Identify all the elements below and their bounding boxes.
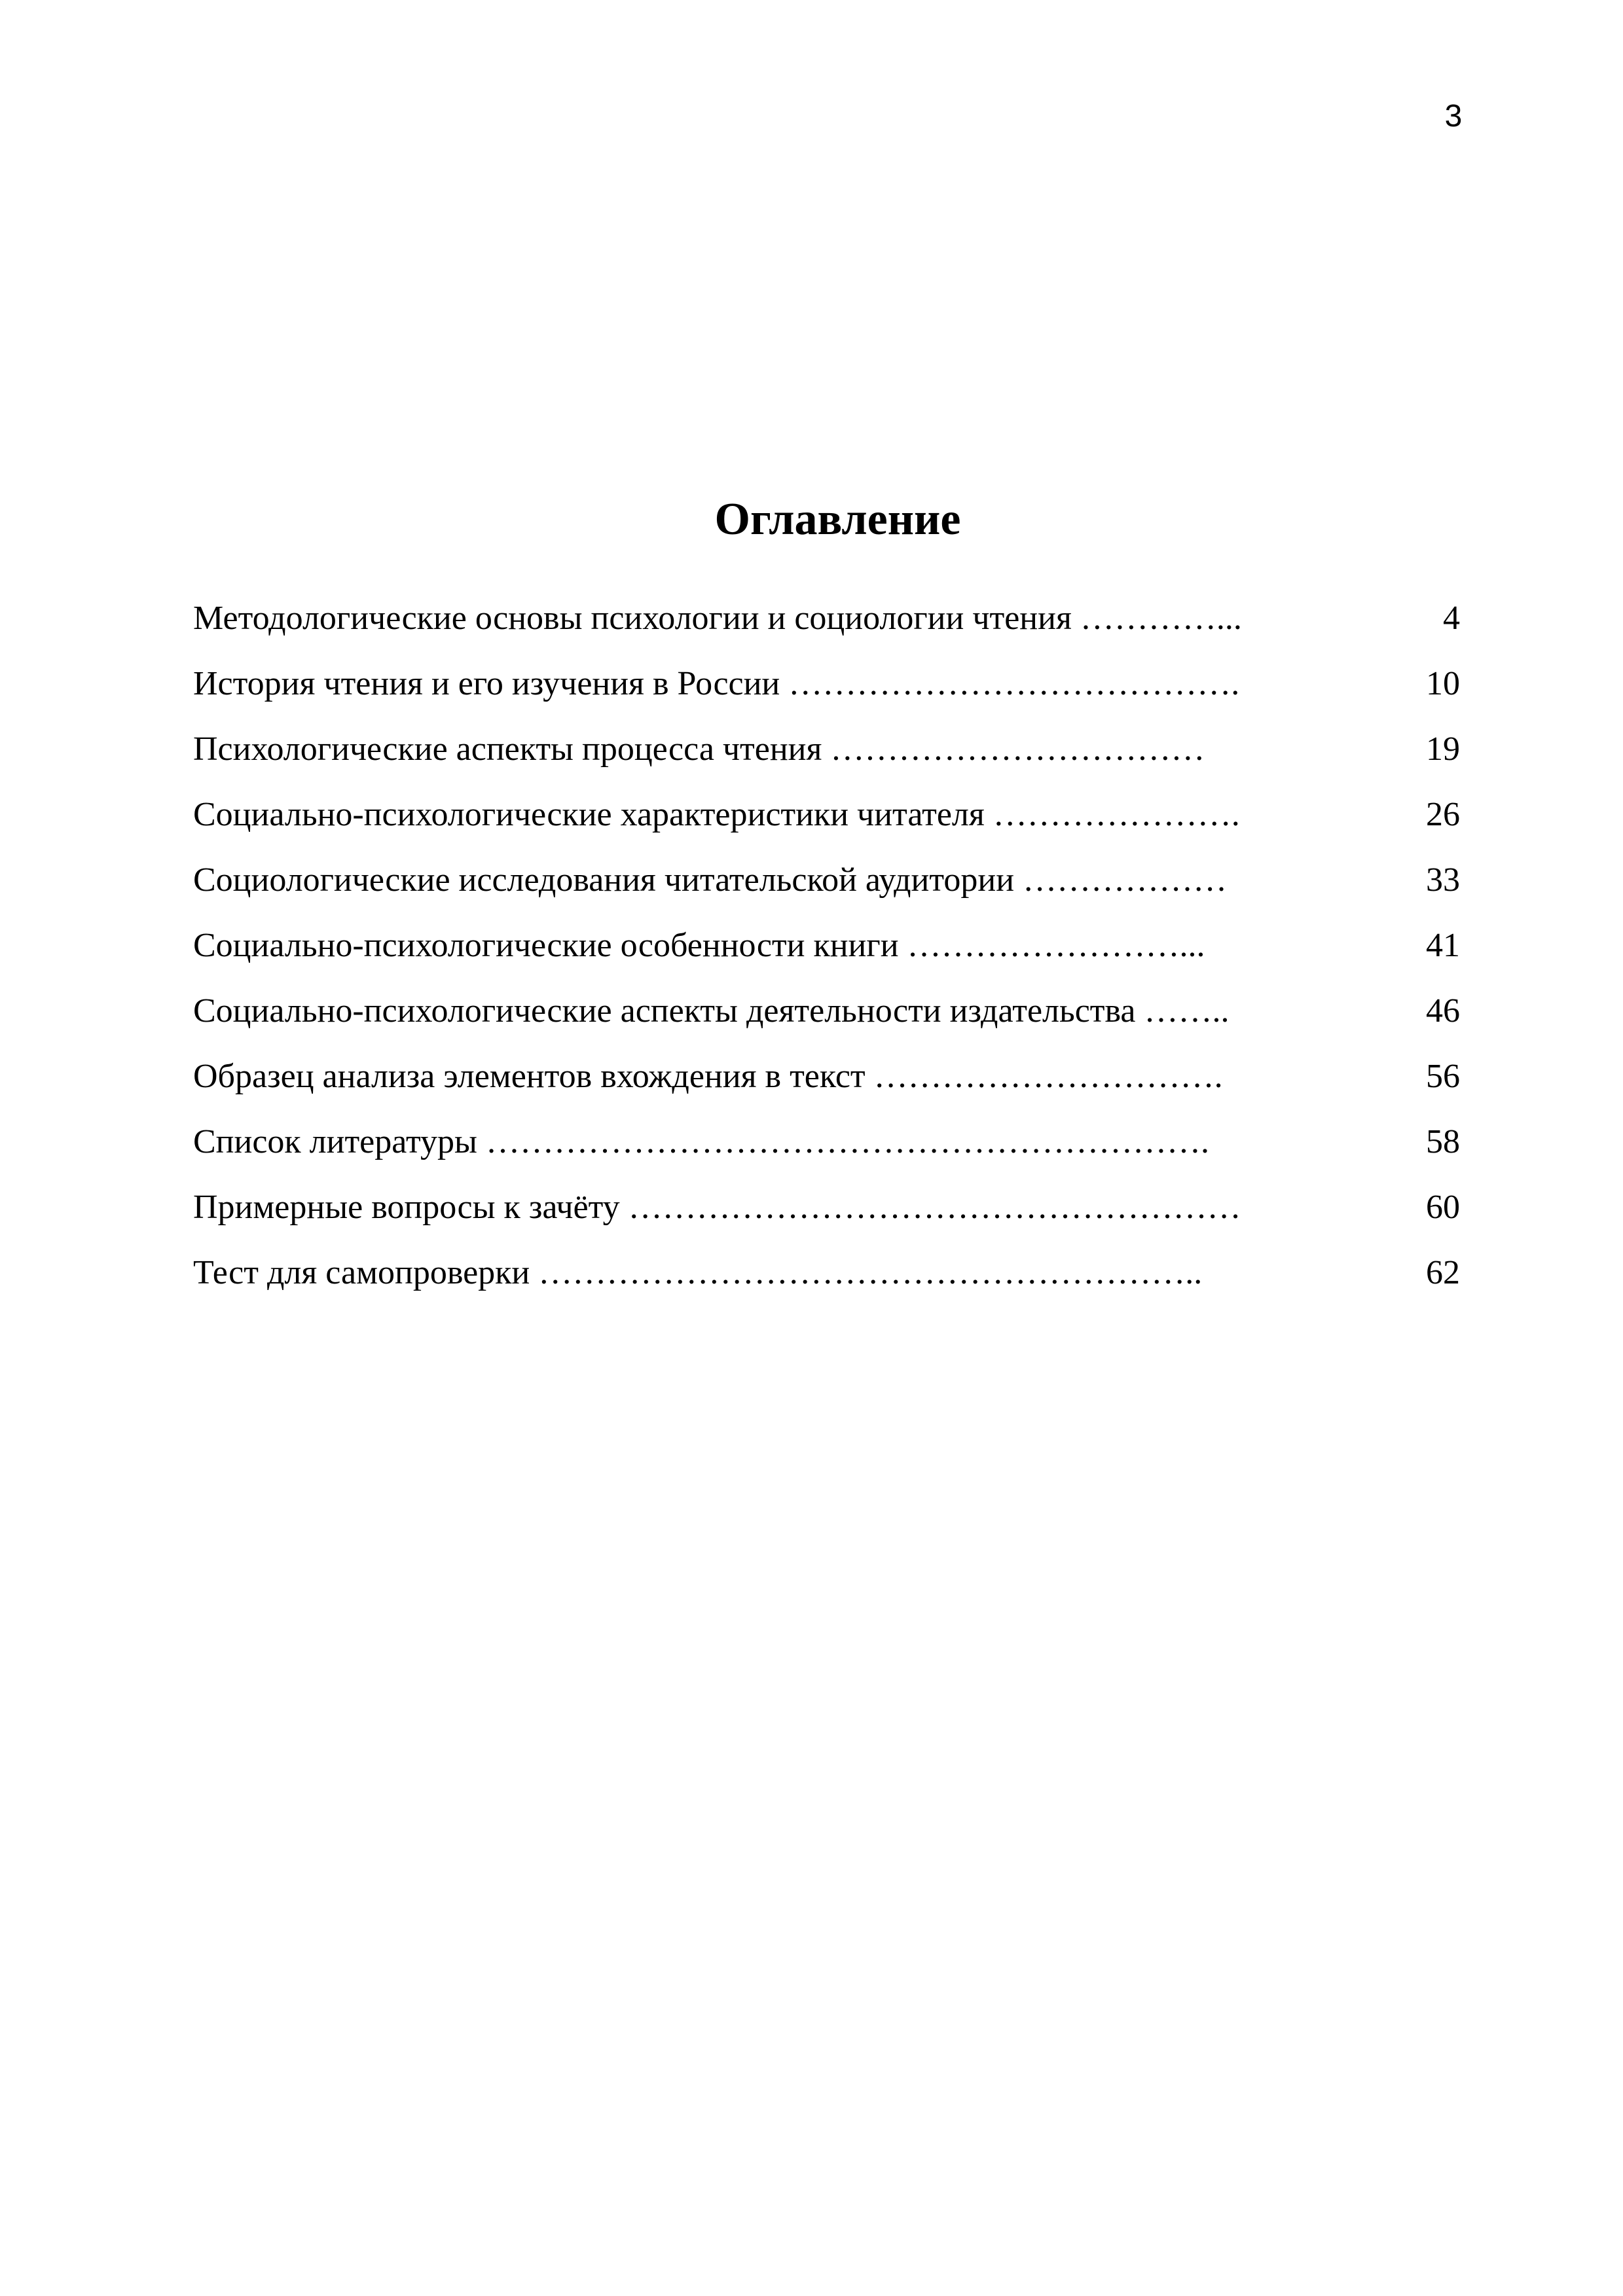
toc-entry[interactable] xyxy=(193,586,1460,651)
page-number: 3 xyxy=(1444,99,1463,134)
toc-entry[interactable] xyxy=(193,1109,1460,1175)
toc-entry-title: Социально-психологические характеристики читателя …………………. xyxy=(193,796,1240,833)
toc-entry-title: Социально-психологические аспекты деятельности издательства …….. xyxy=(193,992,1230,1030)
toc-entry[interactable] xyxy=(193,978,1460,1044)
toc-entry[interactable] xyxy=(193,782,1460,848)
toc-entry[interactable] xyxy=(193,1044,1460,1109)
toc-entry-page: 62 xyxy=(1426,1254,1460,1291)
toc-entry-page: 46 xyxy=(1426,992,1460,1030)
table-of-contents xyxy=(193,586,1460,1306)
toc-entry-page: 56 xyxy=(1426,1058,1460,1095)
toc-entry-page: 41 xyxy=(1426,927,1460,964)
toc-entry-title: История чтения и его изучения в России …………………………………. xyxy=(193,665,1240,702)
toc-entry-page: 26 xyxy=(1426,796,1460,833)
toc-entry-title: Тест для самопроверки ………………………………………………….. xyxy=(193,1254,1203,1291)
toc-entry[interactable] xyxy=(193,848,1460,913)
toc-entry[interactable] xyxy=(193,913,1460,978)
toc-entry-page: 4 xyxy=(1443,600,1460,637)
toc-entry-title: Социально-психологические особенности книги ……………………... xyxy=(193,927,1205,964)
toc-entry-title: Методологические основы психологии и социологии чтения …………... xyxy=(193,600,1242,637)
toc-title: Оглавление xyxy=(714,494,961,545)
toc-entry[interactable] xyxy=(193,717,1460,782)
toc-entry-page: 10 xyxy=(1426,665,1460,702)
toc-entry-title: Социологические исследования читательской аудитории ……………… xyxy=(193,861,1228,899)
toc-entry[interactable] xyxy=(193,1175,1460,1240)
toc-entry[interactable] xyxy=(193,651,1460,717)
toc-entry-title: Список литературы ………………………………………………………. xyxy=(193,1123,1209,1160)
toc-entry-title: Психологические аспекты процесса чтения …………………………… xyxy=(193,730,1205,768)
toc-entry-page: 19 xyxy=(1426,730,1460,768)
toc-entry-title: Образец анализа элементов вхождения в текст …………………………. xyxy=(193,1058,1223,1095)
toc-entry-page: 58 xyxy=(1426,1123,1460,1160)
toc-entry[interactable] xyxy=(193,1240,1460,1306)
toc-entry-title: Примерные вопросы к зачёту ……………………………………………… xyxy=(193,1189,1241,1226)
toc-entry-page: 60 xyxy=(1426,1189,1460,1226)
toc-entry-page: 33 xyxy=(1426,861,1460,899)
